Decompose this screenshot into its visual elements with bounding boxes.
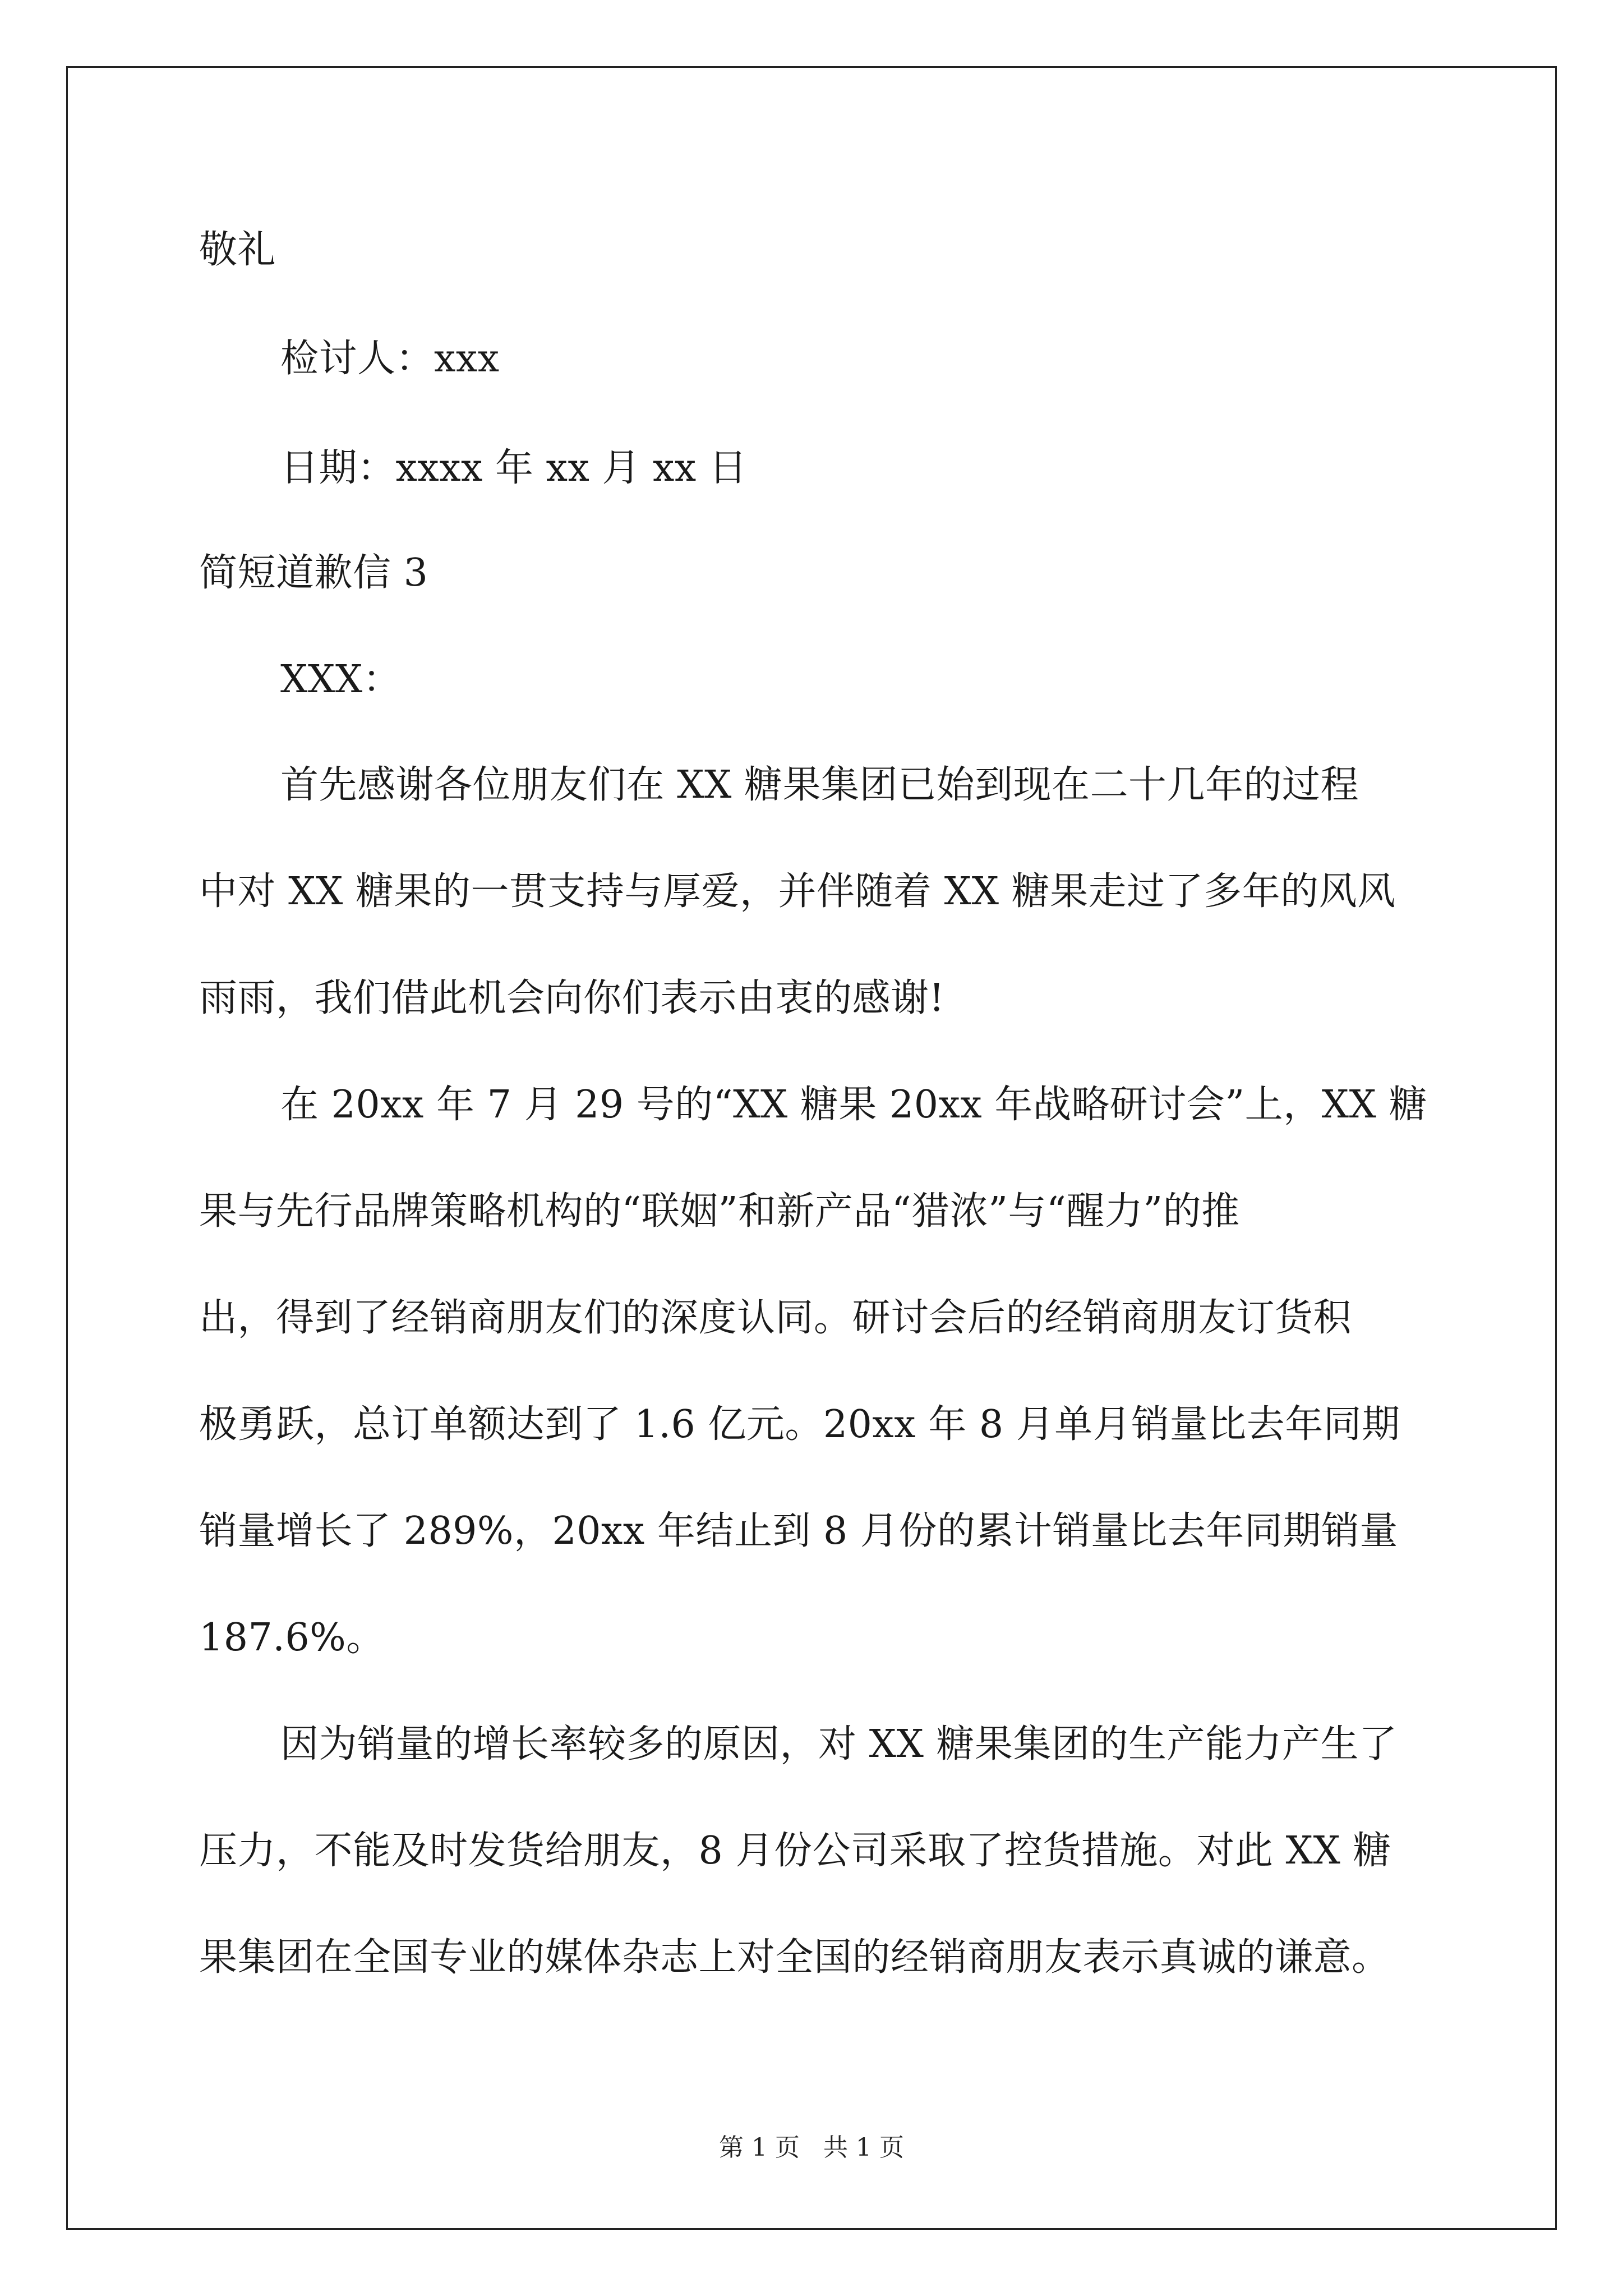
paragraph-1-line-3: 雨雨，我们借此机会向你们表示由衷的感谢! bbox=[199, 976, 945, 1020]
paragraph-3-line-2: 压力，不能及时发货给朋友，8 月份公司采取了控货措施。对此 XX 糖 bbox=[199, 1829, 1391, 1873]
closing-salutation: 敬礼 bbox=[199, 228, 276, 272]
page-number: 第 1 页 bbox=[719, 2133, 800, 2162]
page-border bbox=[66, 66, 1557, 2230]
date-line: 日期：xxxx 年 xx 月 xx 日 bbox=[280, 446, 748, 490]
page-total: 共 1 页 bbox=[823, 2133, 904, 2162]
section-heading: 简短道歉信 3 bbox=[199, 551, 428, 595]
paragraph-1-line-2: 中对 XX 糖果的一贯支持与厚爱，并伴随着 XX 糖果走过了多年的风风 bbox=[199, 869, 1396, 914]
paragraph-2-line-6: 187.6%。 bbox=[199, 1616, 385, 1660]
signer-line: 检讨人：xxx bbox=[280, 337, 500, 381]
letter-greeting: XXX： bbox=[280, 657, 402, 702]
page-footer bbox=[0, 2133, 1623, 2163]
paragraph-2-line-4: 极勇跃，总订单额达到了 1.6 亿元。20xx 年 8 月单月销量比去年同期 bbox=[199, 1402, 1400, 1447]
paragraph-3-line-3: 果集团在全国专业的媒体杂志上对全国的经销商朋友表示真诚的谦意。 bbox=[199, 1935, 1390, 1980]
paragraph-2-line-3: 出，得到了经销商朋友们的深度认同。研讨会后的经销商朋友订货积 bbox=[199, 1296, 1352, 1340]
paragraph-2-line-2: 果与先行品牌策略机构的“联姻”和新产品“猎浓”与“醒力”的推 bbox=[199, 1189, 1240, 1234]
paragraph-3-line-1: 因为销量的增长率较多的原因，对 XX 糖果集团的生产能力产生了 bbox=[280, 1722, 1398, 1766]
paragraph-2-line-5: 销量增长了 289%，20xx 年结止到 8 月份的累计销量比去年同期销量 bbox=[199, 1509, 1398, 1553]
paragraph-1-line-1: 首先感谢各位朋友们在 XX 糖果集团已始到现在二十几年的过程 bbox=[280, 763, 1359, 807]
paragraph-2-line-1: 在 20xx 年 7 月 29 号的“XX 糖果 20xx 年战略研讨会”上，XX 糖 bbox=[280, 1083, 1428, 1127]
